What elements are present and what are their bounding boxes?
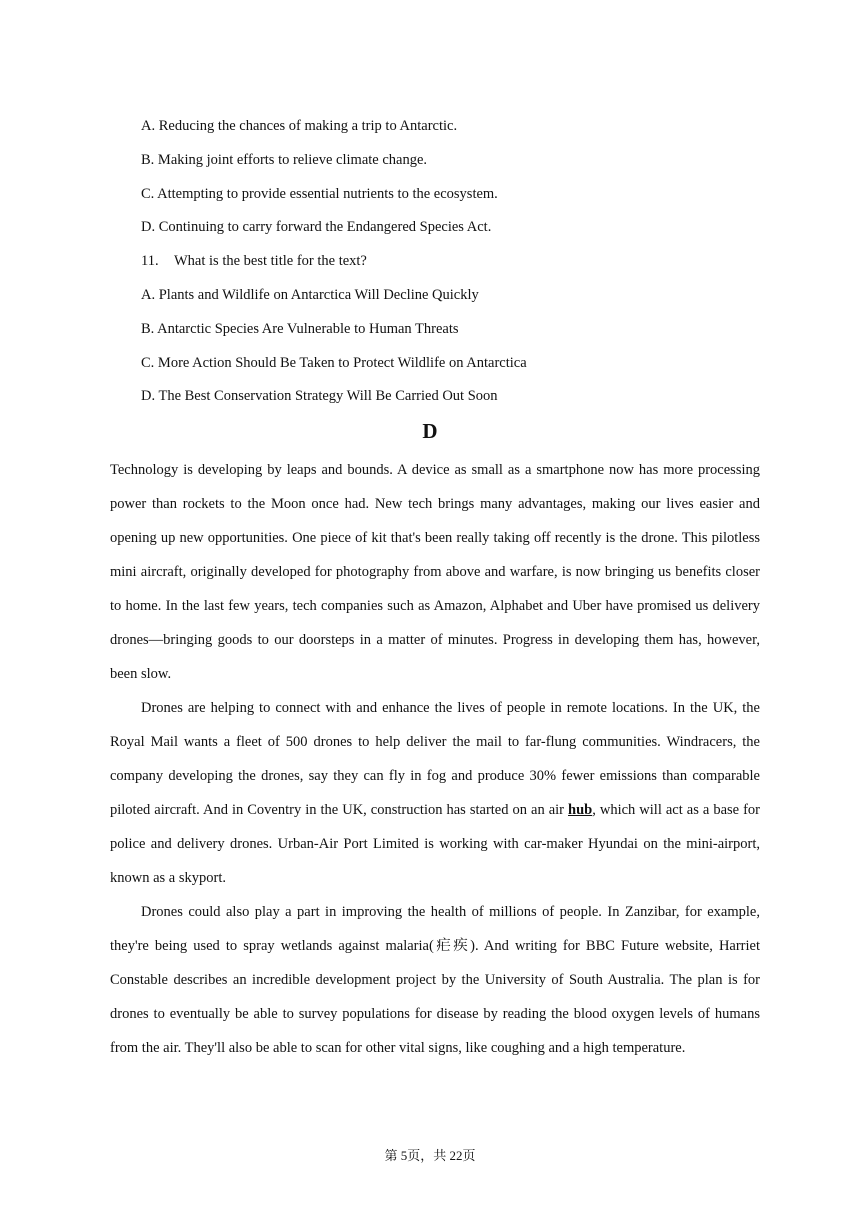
- passage-paragraph-2: [110, 691, 760, 895]
- question-11: [141, 245, 781, 279]
- highlighted-word: hub: [568, 802, 593, 818]
- reading-passage: [110, 453, 760, 1065]
- question-11-text: What is the best title for the text?: [174, 253, 367, 270]
- question-11-number: 11.: [141, 253, 159, 270]
- option-10-d: D. Continuing to carry forward the Endangered Species Act.: [141, 219, 492, 236]
- passage-paragraph-3: Drones could also play a part in improving the health of millions of people. In Zanzibar, for example, they're being used to spray wetlands against malaria(疟疾). And writing for BBC Future website, Harriet Constable describes an incredible development project by the University of South Australia. The plan is for drones to eventually be able to survey populations for disease by reading the blood oxygen levels of humans from the air. They'll also be able to scan for other vital signs, like coughing and a high temperature.: [110, 904, 760, 1056]
- passage-paragraph-1: Technology is developing by leaps and bounds. A device as small as a smartphone now has more processing power than rockets to the Moon once had. New tech brings many advantages, making our lives easier and opening up new opportunities. One piece of kit that's been really taking off recently is the drone. This pilotless mini aircraft, originally developed for photography from above and warfare, is now bringing us benefits closer to home. In the last few years, tech companies such as Amazon, Alphabet and Uber have promised us delivery drones—bringing goods to our doorsteps in a matter of minutes. Progress in developing them has, however, been slow.: [110, 462, 760, 682]
- option-11-a: A. Plants and Wildlife on Antarctica Will Decline Quickly: [141, 286, 479, 303]
- question-options: [141, 110, 781, 414]
- section-heading: D: [422, 419, 438, 443]
- paragraph-2-text-end: , which will act as a base for police and delivery drones. Urban-Air Port Limited is working with car-maker Hyundai on the mini-airport, known as a skyport.: [110, 802, 760, 886]
- page-footer: 第 5页，共 22页: [384, 1148, 476, 1163]
- option-11-c: C. More Action Should Be Taken to Protect Wildlife on Antarctica: [141, 354, 527, 371]
- option-10-c: C. Attempting to provide essential nutrients to the ecosystem.: [141, 185, 498, 202]
- option-10-b: B. Making joint efforts to relieve climate change.: [141, 151, 428, 168]
- paragraph-2-text-start: Drones are helping to connect with and enhance the lives of people in remote locations. In the UK, the Royal Mail wants a fleet of 500 drones to help deliver the mail to far-flung communities. Windracers, the company developing the drones, say they can fly in fog and produce 30% fewer emissions than comparable piloted aircraft. And in Coventry in the UK, construction has started on an air: [110, 700, 760, 818]
- option-10-a: A. Reducing the chances of making a trip to Antarctic.: [141, 118, 458, 134]
- option-11-b: B. Antarctic Species Are Vulnerable to Human Threats: [141, 320, 459, 337]
- option-11-d: D. The Best Conservation Strategy Will Be Carried Out Soon: [141, 388, 498, 405]
